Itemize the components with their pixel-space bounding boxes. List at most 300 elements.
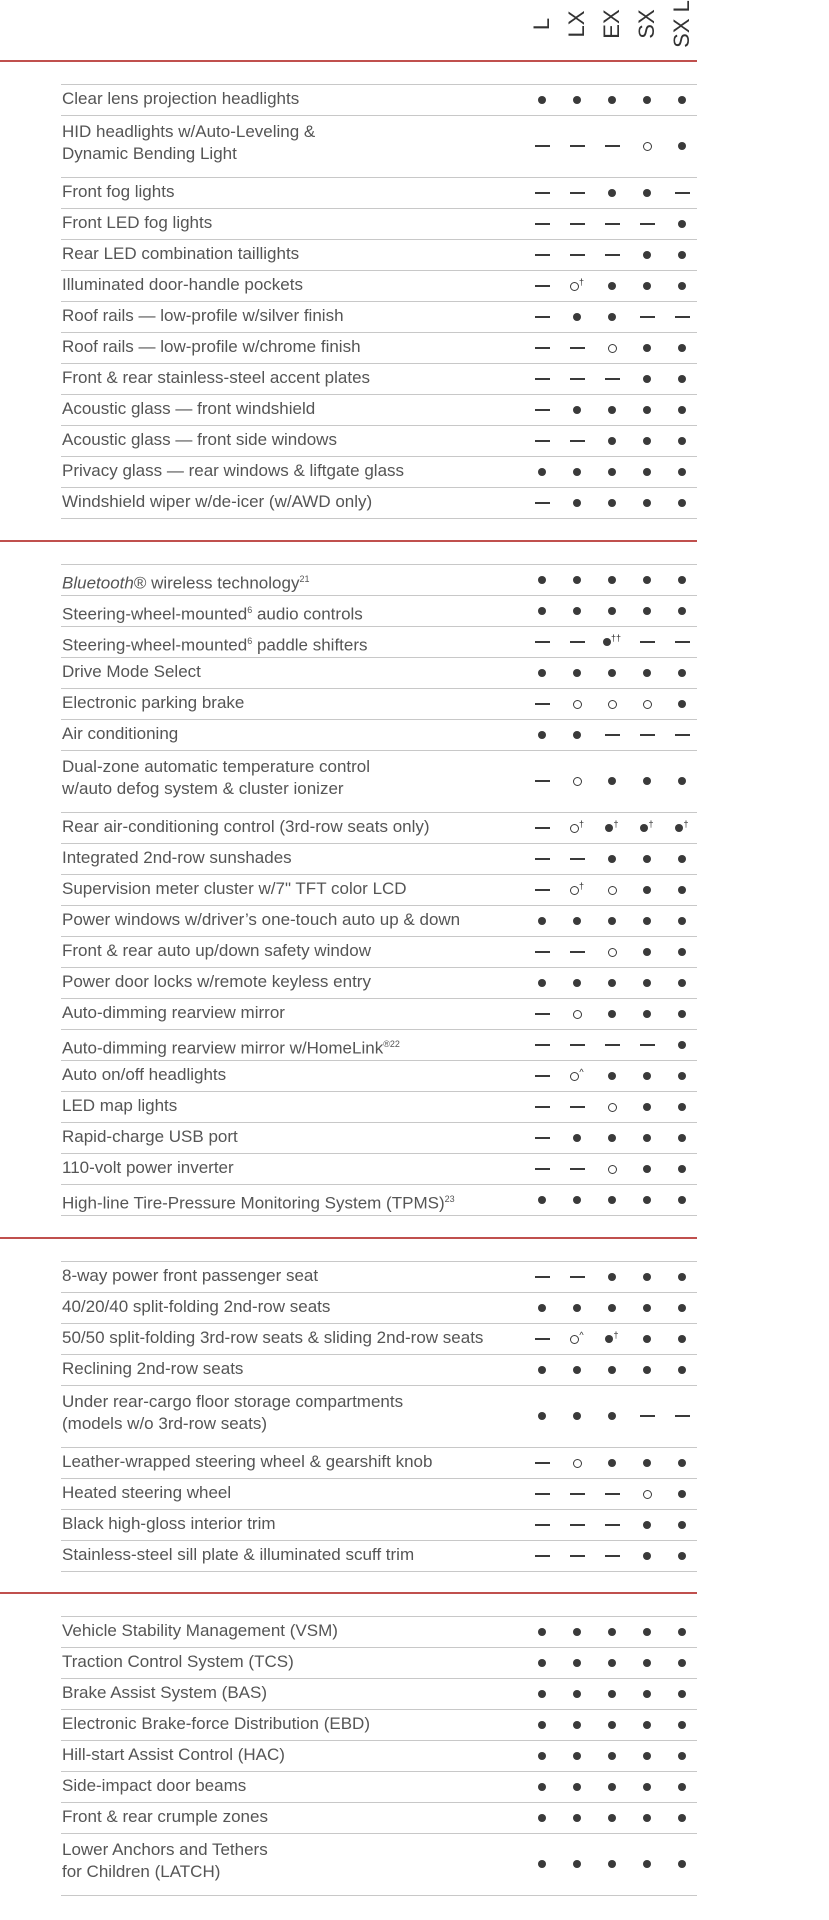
availability-mark-sx-l bbox=[665, 1066, 699, 1086]
not-available-dash-icon bbox=[535, 780, 550, 782]
availability-mark-lx bbox=[560, 1484, 594, 1504]
feature-label: Drive Mode Select bbox=[62, 662, 201, 681]
standard-dot-icon bbox=[608, 468, 616, 476]
not-available-dash-icon bbox=[570, 951, 585, 953]
availability-mark-ex bbox=[595, 400, 629, 420]
availability-mark-ex bbox=[595, 245, 629, 265]
feature-label-text: Steering-wheel-mounted bbox=[62, 604, 248, 624]
availability-mark-sx-l bbox=[665, 1808, 699, 1828]
standard-dot-icon bbox=[538, 1304, 546, 1312]
standard-dot-icon bbox=[678, 1196, 686, 1204]
standard-dot-icon bbox=[643, 1628, 651, 1636]
row-rule bbox=[61, 1029, 697, 1030]
availability-mark-sx bbox=[630, 1715, 664, 1735]
availability-mark-lx bbox=[560, 601, 594, 621]
standard-dot-icon bbox=[608, 1366, 616, 1374]
row-rule bbox=[61, 487, 697, 488]
standard-dot-icon bbox=[608, 1273, 616, 1281]
not-available-dash-icon bbox=[535, 409, 550, 411]
availability-mark-ex bbox=[595, 431, 629, 451]
standard-dot-icon bbox=[678, 917, 686, 925]
availability-mark-sx-l bbox=[665, 1515, 699, 1535]
row-rule bbox=[61, 1184, 697, 1185]
standard-dot-icon bbox=[608, 1459, 616, 1467]
row-rule bbox=[61, 719, 697, 720]
availability-mark-ex bbox=[595, 1406, 629, 1426]
availability-mark-sx bbox=[630, 1546, 664, 1566]
availability-mark-sx-l bbox=[665, 663, 699, 683]
standard-dot-icon bbox=[573, 576, 581, 584]
standard-dot-icon bbox=[608, 917, 616, 925]
optional-circle-icon bbox=[573, 1010, 582, 1019]
availability-mark-sx bbox=[630, 849, 664, 869]
availability-mark-sx bbox=[630, 725, 664, 745]
standard-dot-icon bbox=[643, 468, 651, 476]
standard-dot-icon bbox=[538, 1196, 546, 1204]
feature-label-line: Under rear-cargo floor storage compartments bbox=[62, 1392, 404, 1411]
trim-label-sx: SX bbox=[634, 9, 659, 39]
feature-label bbox=[62, 1839, 532, 1883]
standard-dot-icon bbox=[538, 1628, 546, 1636]
footnote-mark: 6 bbox=[247, 605, 253, 615]
standard-dot-icon bbox=[678, 1304, 686, 1312]
availability-mark-sx-l bbox=[665, 214, 699, 234]
row-rule bbox=[61, 332, 697, 333]
standard-dot-icon bbox=[608, 1860, 616, 1868]
standard-dot-icon bbox=[643, 1335, 651, 1343]
standard-dot-icon bbox=[573, 499, 581, 507]
standard-dot-icon bbox=[678, 1335, 686, 1343]
availability-mark-l bbox=[525, 601, 559, 621]
row-rule bbox=[61, 564, 697, 565]
standard-dot-icon bbox=[608, 1752, 616, 1760]
availability-mark-sx-l bbox=[665, 90, 699, 110]
availability-mark-ex bbox=[595, 632, 629, 652]
not-available-dash-icon bbox=[535, 703, 550, 705]
row-rule bbox=[61, 1771, 697, 1772]
footnote-mark: † bbox=[613, 819, 619, 829]
section-divider bbox=[0, 1592, 697, 1594]
standard-dot-icon bbox=[678, 282, 686, 290]
standard-dot-icon bbox=[538, 1412, 546, 1420]
feature-label: Roof rails — low-profile w/chrome finish bbox=[62, 337, 361, 356]
availability-mark-l bbox=[525, 632, 559, 652]
row-rule bbox=[61, 1833, 697, 1834]
standard-dot-icon bbox=[608, 499, 616, 507]
row-rule bbox=[61, 905, 697, 906]
optional-circle-icon bbox=[608, 700, 617, 709]
availability-mark-l bbox=[525, 1546, 559, 1566]
standard-dot-icon bbox=[573, 1628, 581, 1636]
availability-mark-lx bbox=[560, 942, 594, 962]
standard-dot-icon bbox=[608, 1783, 616, 1791]
not-available-dash-icon bbox=[535, 1462, 550, 1464]
standard-dot-icon bbox=[538, 1814, 546, 1822]
availability-mark-l bbox=[525, 90, 559, 110]
availability-mark-sx-l bbox=[665, 1406, 699, 1426]
availability-mark-ex bbox=[595, 1159, 629, 1179]
availability-mark-ex bbox=[595, 880, 629, 900]
availability-mark-l bbox=[525, 400, 559, 420]
availability-mark-l bbox=[525, 1066, 559, 1086]
standard-dot-icon bbox=[678, 1721, 686, 1729]
standard-dot-icon bbox=[678, 251, 686, 259]
standard-dot-icon bbox=[678, 948, 686, 956]
availability-mark-lx bbox=[560, 1546, 594, 1566]
standard-dot-icon bbox=[608, 313, 616, 321]
row-rule bbox=[61, 1571, 697, 1572]
row-rule bbox=[61, 1678, 697, 1679]
availability-mark-l bbox=[525, 1808, 559, 1828]
feature-label: Brake Assist System (BAS) bbox=[62, 1683, 267, 1702]
availability-mark-l bbox=[525, 725, 559, 745]
availability-mark-sx-l bbox=[665, 183, 699, 203]
standard-dot-icon bbox=[678, 886, 686, 894]
standard-dot-icon bbox=[608, 96, 616, 104]
feature-label: Front LED fog lights bbox=[62, 213, 213, 232]
standard-dot-icon bbox=[643, 406, 651, 414]
not-available-dash-icon bbox=[535, 192, 550, 194]
not-available-dash-icon bbox=[570, 223, 585, 225]
not-available-dash-icon bbox=[570, 641, 585, 643]
availability-mark-sx bbox=[630, 632, 664, 652]
availability-mark-ex bbox=[595, 1653, 629, 1673]
not-available-dash-icon bbox=[535, 827, 550, 829]
availability-mark-l bbox=[525, 1777, 559, 1797]
availability-mark-sx-l bbox=[665, 1035, 699, 1055]
row-rule bbox=[61, 1509, 697, 1510]
optional-circle-icon bbox=[570, 824, 579, 833]
standard-dot-icon bbox=[678, 220, 686, 228]
row-rule bbox=[61, 84, 697, 85]
standard-dot-icon bbox=[573, 1659, 581, 1667]
standard-dot-icon bbox=[643, 777, 651, 785]
row-rule bbox=[61, 115, 697, 116]
row-rule bbox=[61, 1478, 697, 1479]
row-rule bbox=[61, 301, 697, 302]
availability-mark-sx bbox=[630, 1267, 664, 1287]
row-rule bbox=[61, 1740, 697, 1741]
availability-mark-lx bbox=[560, 1684, 594, 1704]
section-divider bbox=[0, 60, 697, 62]
standard-dot-icon bbox=[678, 669, 686, 677]
availability-mark-ex bbox=[595, 1854, 629, 1874]
feature-label-line: Dynamic Bending Light bbox=[62, 144, 237, 163]
standard-dot-icon bbox=[678, 576, 686, 584]
standard-dot-icon bbox=[678, 1659, 686, 1667]
availability-mark-sx-l bbox=[665, 245, 699, 265]
standard-dot-icon bbox=[643, 1165, 651, 1173]
availability-mark-lx bbox=[560, 1190, 594, 1210]
not-available-dash-icon bbox=[570, 347, 585, 349]
availability-mark-l bbox=[525, 570, 559, 590]
availability-mark-ex bbox=[595, 1746, 629, 1766]
availability-mark-sx-l bbox=[665, 1267, 699, 1287]
feature-label: Roof rails — low-profile w/silver finish bbox=[62, 306, 344, 325]
not-available-dash-icon bbox=[535, 858, 550, 860]
standard-dot-icon bbox=[643, 1459, 651, 1467]
availability-mark-sx bbox=[630, 1453, 664, 1473]
availability-mark-sx-l bbox=[665, 462, 699, 482]
standard-dot-icon bbox=[678, 1628, 686, 1636]
footnote-mark: 6 bbox=[247, 636, 253, 646]
feature-label: Electronic Brake-force Distribution (EBD) bbox=[62, 1714, 370, 1733]
standard-dot-icon bbox=[643, 282, 651, 290]
availability-mark-ex bbox=[595, 694, 629, 714]
standard-dot-icon bbox=[608, 576, 616, 584]
availability-mark-ex bbox=[595, 136, 629, 156]
availability-mark-lx bbox=[560, 1854, 594, 1874]
not-available-dash-icon bbox=[605, 1524, 620, 1526]
row-rule bbox=[61, 1895, 697, 1896]
standard-dot-icon bbox=[538, 1366, 546, 1374]
availability-mark-ex bbox=[595, 1808, 629, 1828]
availability-mark-sx-l bbox=[665, 493, 699, 513]
standard-dot-icon bbox=[538, 1783, 546, 1791]
standard-dot-icon bbox=[678, 777, 686, 785]
standard-dot-icon bbox=[643, 1134, 651, 1142]
not-available-dash-icon bbox=[570, 378, 585, 380]
standard-dot-icon bbox=[678, 1273, 686, 1281]
availability-mark-lx bbox=[560, 307, 594, 327]
availability-mark-l bbox=[525, 663, 559, 683]
availability-mark-ex bbox=[595, 973, 629, 993]
availability-mark-l bbox=[525, 1715, 559, 1735]
not-available-dash-icon bbox=[570, 1524, 585, 1526]
not-available-dash-icon bbox=[570, 440, 585, 442]
availability-mark-sx bbox=[630, 1854, 664, 1874]
not-available-dash-icon bbox=[605, 145, 620, 147]
not-available-dash-icon bbox=[570, 1555, 585, 1557]
standard-dot-icon bbox=[643, 607, 651, 615]
availability-mark-ex bbox=[595, 911, 629, 931]
row-rule bbox=[61, 270, 697, 271]
availability-mark-sx bbox=[630, 601, 664, 621]
availability-mark-lx bbox=[560, 1777, 594, 1797]
availability-mark-sx bbox=[630, 1159, 664, 1179]
feature-label: Black high-gloss interior trim bbox=[62, 1514, 276, 1533]
availability-mark-l bbox=[525, 338, 559, 358]
availability-mark-sx bbox=[630, 183, 664, 203]
row-rule bbox=[61, 1091, 697, 1092]
availability-mark-sx-l bbox=[665, 276, 699, 296]
availability-mark-l bbox=[525, 1622, 559, 1642]
optional-circle-icon bbox=[608, 886, 617, 895]
standard-dot-icon bbox=[605, 824, 613, 832]
not-available-dash-icon bbox=[605, 254, 620, 256]
availability-mark-sx bbox=[630, 1653, 664, 1673]
availability-mark-sx bbox=[630, 570, 664, 590]
row-rule bbox=[61, 1385, 697, 1386]
feature-label: Illuminated door-handle pockets bbox=[62, 275, 303, 294]
standard-dot-icon bbox=[643, 1814, 651, 1822]
footnote-mark: † bbox=[578, 819, 584, 829]
availability-mark-sx bbox=[630, 245, 664, 265]
availability-mark-ex bbox=[595, 183, 629, 203]
feature-label: Traction Control System (TCS) bbox=[62, 1652, 294, 1671]
row-rule bbox=[61, 363, 697, 364]
availability-mark-ex bbox=[595, 462, 629, 482]
standard-dot-icon bbox=[643, 375, 651, 383]
availability-mark-ex bbox=[595, 942, 629, 962]
availability-mark-ex bbox=[595, 493, 629, 513]
standard-dot-icon bbox=[573, 1304, 581, 1312]
not-available-dash-icon bbox=[535, 1044, 550, 1046]
availability-mark-l bbox=[525, 1035, 559, 1055]
availability-mark-sx bbox=[630, 1128, 664, 1148]
standard-dot-icon bbox=[538, 1659, 546, 1667]
availability-mark-l bbox=[525, 1097, 559, 1117]
row-rule bbox=[61, 1122, 697, 1123]
trim-label-sx-l: SX L bbox=[669, 0, 694, 48]
row-rule bbox=[61, 1292, 697, 1293]
availability-mark-lx bbox=[560, 136, 594, 156]
standard-dot-icon bbox=[678, 855, 686, 863]
standard-dot-icon bbox=[643, 251, 651, 259]
standard-dot-icon bbox=[678, 1490, 686, 1498]
availability-mark-ex bbox=[595, 276, 629, 296]
feature-label-line: HID headlights w/Auto-Leveling & bbox=[62, 122, 316, 141]
footnote-mark: ^ bbox=[579, 1330, 584, 1340]
standard-dot-icon bbox=[643, 1783, 651, 1791]
availability-mark-lx bbox=[560, 973, 594, 993]
standard-dot-icon bbox=[678, 1814, 686, 1822]
footnote-mark: † bbox=[648, 819, 654, 829]
standard-dot-icon bbox=[643, 437, 651, 445]
standard-dot-icon bbox=[573, 313, 581, 321]
availability-mark-sx bbox=[630, 663, 664, 683]
standard-dot-icon bbox=[643, 917, 651, 925]
availability-mark-ex bbox=[595, 90, 629, 110]
standard-dot-icon bbox=[643, 96, 651, 104]
footnote-mark: ^ bbox=[579, 1067, 584, 1077]
availability-mark-sx bbox=[630, 1622, 664, 1642]
not-available-dash-icon bbox=[535, 285, 550, 287]
standard-dot-icon bbox=[643, 189, 651, 197]
not-available-dash-icon bbox=[535, 1276, 550, 1278]
availability-mark-l bbox=[525, 1190, 559, 1210]
row-rule bbox=[61, 1709, 697, 1710]
availability-mark-sx-l bbox=[665, 880, 699, 900]
standard-dot-icon bbox=[573, 1752, 581, 1760]
availability-mark-sx bbox=[630, 973, 664, 993]
availability-mark-sx-l bbox=[665, 369, 699, 389]
standard-dot-icon bbox=[573, 1196, 581, 1204]
availability-mark-l bbox=[525, 276, 559, 296]
feature-label: Rear air-conditioning control (3rd-row seats only) bbox=[62, 817, 430, 836]
availability-mark-sx bbox=[630, 694, 664, 714]
availability-mark-sx bbox=[630, 431, 664, 451]
row-rule bbox=[61, 688, 697, 689]
standard-dot-icon bbox=[608, 855, 616, 863]
not-available-dash-icon bbox=[640, 734, 655, 736]
standard-dot-icon bbox=[573, 1860, 581, 1868]
standard-dot-icon bbox=[608, 1721, 616, 1729]
row-rule bbox=[61, 456, 697, 457]
not-available-dash-icon bbox=[605, 378, 620, 380]
standard-dot-icon bbox=[538, 731, 546, 739]
standard-dot-icon bbox=[608, 1196, 616, 1204]
feature-label: LED map lights bbox=[62, 1096, 178, 1115]
availability-mark-ex bbox=[595, 1484, 629, 1504]
availability-mark-sx bbox=[630, 136, 664, 156]
availability-mark-lx bbox=[560, 1298, 594, 1318]
not-available-dash-icon bbox=[675, 316, 690, 318]
not-available-dash-icon bbox=[535, 502, 550, 504]
standard-dot-icon bbox=[573, 1412, 581, 1420]
optional-circle-icon bbox=[570, 886, 579, 895]
standard-dot-icon bbox=[643, 1196, 651, 1204]
availability-mark-lx bbox=[560, 400, 594, 420]
availability-mark-sx bbox=[630, 1515, 664, 1535]
feature-label: 110-volt power inverter bbox=[62, 1158, 234, 1177]
standard-dot-icon bbox=[678, 406, 686, 414]
row-rule bbox=[61, 1447, 697, 1448]
not-available-dash-icon bbox=[640, 1044, 655, 1046]
row-rule bbox=[61, 518, 697, 519]
standard-dot-icon bbox=[573, 669, 581, 677]
availability-mark-ex bbox=[595, 369, 629, 389]
availability-mark-lx bbox=[560, 462, 594, 482]
feature-label: 40/20/40 split-folding 2nd-row seats bbox=[62, 1297, 331, 1316]
standard-dot-icon bbox=[643, 948, 651, 956]
optional-circle-icon bbox=[643, 1490, 652, 1499]
availability-mark-l bbox=[525, 1854, 559, 1874]
availability-mark-l bbox=[525, 694, 559, 714]
standard-dot-icon bbox=[608, 1628, 616, 1636]
standard-dot-icon bbox=[678, 1552, 686, 1560]
not-available-dash-icon bbox=[570, 1168, 585, 1170]
availability-mark-l bbox=[525, 880, 559, 900]
not-available-dash-icon bbox=[605, 1555, 620, 1557]
standard-dot-icon bbox=[573, 1721, 581, 1729]
availability-mark-ex bbox=[595, 1515, 629, 1535]
availability-mark-sx bbox=[630, 1097, 664, 1117]
availability-mark-lx bbox=[560, 431, 594, 451]
optional-circle-icon bbox=[573, 1459, 582, 1468]
availability-mark-sx-l bbox=[665, 1854, 699, 1874]
availability-mark-lx bbox=[560, 276, 594, 296]
availability-mark-sx bbox=[630, 818, 664, 838]
not-available-dash-icon bbox=[535, 1524, 550, 1526]
availability-mark-lx bbox=[560, 771, 594, 791]
availability-mark-ex bbox=[595, 1777, 629, 1797]
optional-circle-icon bbox=[570, 1335, 579, 1344]
availability-mark-lx bbox=[560, 849, 594, 869]
standard-dot-icon bbox=[678, 979, 686, 987]
feature-label-text: Steering-wheel-mounted bbox=[62, 635, 248, 655]
availability-mark-sx-l bbox=[665, 570, 699, 590]
availability-mark-sx-l bbox=[665, 1484, 699, 1504]
standard-dot-icon bbox=[678, 1521, 686, 1529]
availability-mark-l bbox=[525, 771, 559, 791]
standard-dot-icon bbox=[573, 1814, 581, 1822]
availability-mark-l bbox=[525, 973, 559, 993]
section-divider bbox=[0, 1237, 697, 1239]
footnote-mark: †† bbox=[610, 633, 621, 643]
standard-dot-icon bbox=[643, 1304, 651, 1312]
footnote-mark: † bbox=[578, 881, 584, 891]
availability-mark-sx bbox=[630, 90, 664, 110]
availability-mark-l bbox=[525, 911, 559, 931]
feature-label: Power door locks w/remote keyless entry bbox=[62, 972, 371, 991]
availability-mark-sx bbox=[630, 880, 664, 900]
row-rule bbox=[61, 1215, 697, 1216]
availability-mark-lx bbox=[560, 725, 594, 745]
availability-mark-lx bbox=[560, 1808, 594, 1828]
not-available-dash-icon bbox=[570, 254, 585, 256]
availability-mark-sx bbox=[630, 400, 664, 420]
